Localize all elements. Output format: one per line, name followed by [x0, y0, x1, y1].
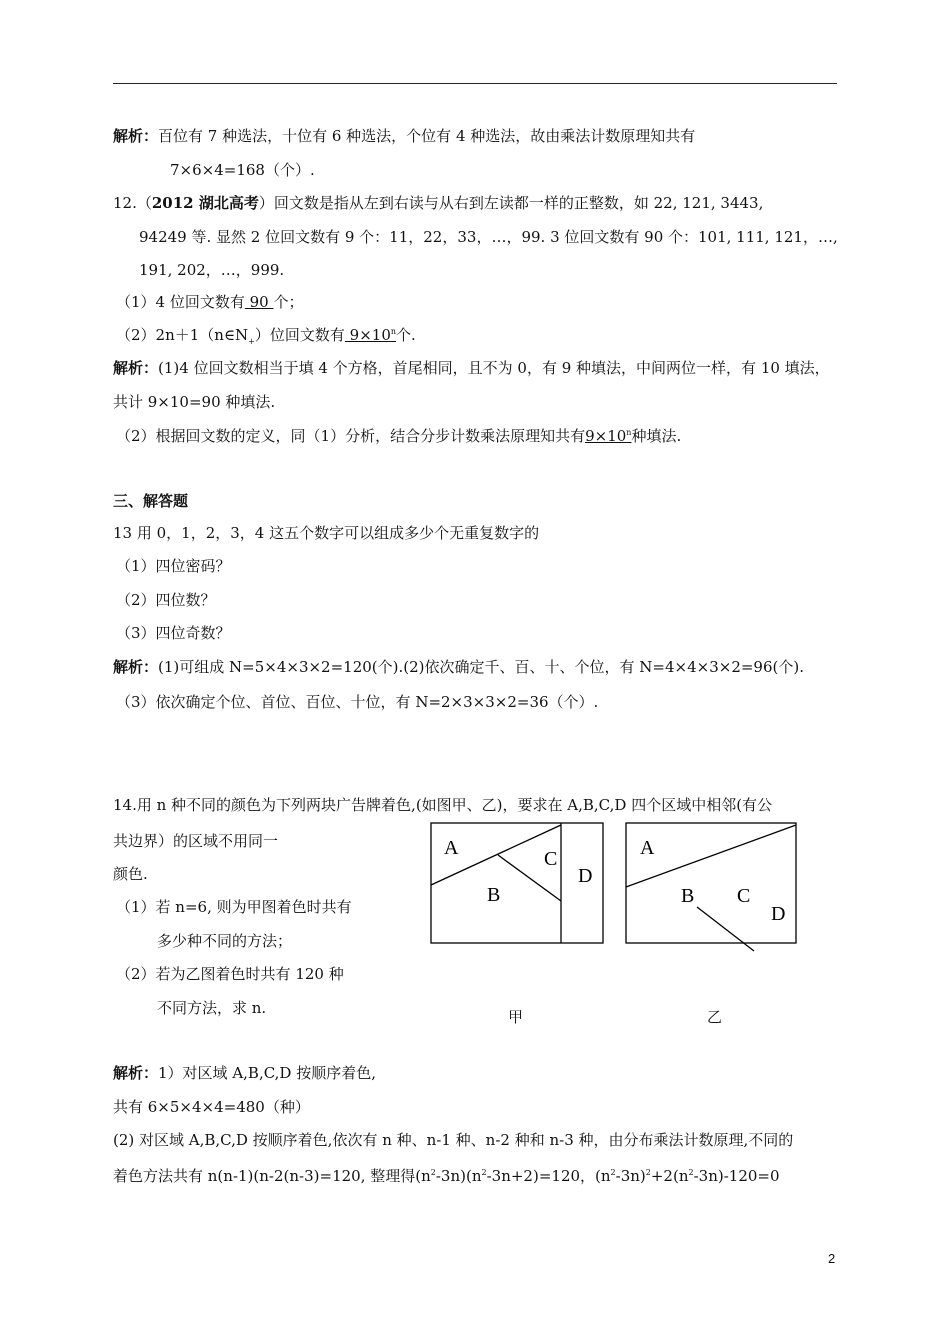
- yi-label-b: B: [681, 885, 695, 907]
- solution-label: 解析：: [113, 359, 159, 377]
- q14-part1: （1）若 n=6, 则为甲图着色时共有: [116, 898, 352, 916]
- q12-solution-1: [113, 358, 830, 378]
- q12-solution-1-text: (1)4 位回文数相当于填 4 个方格，首尾相同，且不为 0，有 9 种填法，中间两位一样，有 10 填法，: [158, 359, 830, 377]
- q13-solution-1-text: (1)可组成 N=5×4×3×2=120(个).(2)依次确定千、百、十、个位，有 N=4×4×3×2=96(个).: [158, 658, 804, 676]
- caption-yi: 乙: [707, 1008, 723, 1026]
- q14-solution-3: (2) 对区域 A,B,C,D 按顺序着色,依次有 n 种、n-1 种、n-2 种和 n-3 种，由分布乘法计数原理,不同的: [113, 1131, 794, 1149]
- q12-stem-line3: 191, 202，…，999.: [139, 261, 285, 279]
- header-rule: [113, 83, 837, 84]
- q12-solution-3-answer-sup: n: [626, 428, 632, 437]
- q12-part2: [116, 325, 416, 345]
- jia-label-b: B: [487, 884, 501, 906]
- q13-part1: （1）四位密码？: [116, 557, 231, 575]
- solution-label: 解析：: [113, 658, 159, 676]
- q14-stem: 14.用 n 种不同的颜色为下列两块广告牌着色,(如图甲、乙)，要求在 A,B,C,D 四个区域中相邻(有公: [113, 796, 773, 814]
- q13-part3: （3）四位奇数？: [116, 624, 231, 642]
- q12-solution-2: 共计 9×10=90 种填法.: [113, 393, 276, 411]
- q13-solution-2: （3）依次确定个位、首位、百位、十位，有 N=2×3×3×2=36（个）.: [116, 693, 599, 711]
- q12-solution-3-answer-base: 9×10: [585, 427, 627, 445]
- q14-part2: （2）若为乙图着色时共有 120 种: [116, 965, 344, 983]
- q12-solution-3-tail: 种填法.: [631, 427, 682, 445]
- jia-label-d: D: [578, 865, 593, 887]
- q14-sol4-sup3: 2: [610, 1168, 616, 1177]
- q14-sol4-sup4: 2: [645, 1168, 651, 1177]
- solution-label: 解析：: [113, 1064, 159, 1082]
- q14-sol4-part4: -3n): [615, 1167, 646, 1185]
- yi-label-d: D: [771, 903, 786, 925]
- q12-part1-answer: 90: [244, 293, 274, 311]
- q13-part2: （2）四位数？: [116, 591, 216, 609]
- jia-label-a: A: [444, 837, 459, 859]
- q14-sol4-part3: -3n+2)=120，(n: [486, 1167, 611, 1185]
- q11-formula: 7×6×4=168（个）.: [170, 161, 315, 179]
- q14-stem-line2: 共边界）的区域不用同一: [113, 832, 279, 850]
- yi-segment: [697, 907, 754, 951]
- q11-solution-text: 百位有 7 种选法，十位有 6 种选法，个位有 4 种选法，故由乘法计数原理知共有: [158, 127, 696, 145]
- yi-label-c: C: [737, 885, 751, 907]
- q12-part1: [116, 292, 304, 312]
- jia-label-c: C: [544, 848, 558, 870]
- q14-solution-1-text: 1）对区域 A,B,C,D 按顺序着色,: [158, 1064, 376, 1082]
- q12-part2-tail: 个.: [396, 326, 416, 344]
- q14-sol4-part5: +2(n: [650, 1167, 689, 1185]
- q13-solution-1: [113, 657, 804, 677]
- q14-sol4-part1: 着色方法共有 n(n-1)(n-2(n-3)=120, 整理得(n: [113, 1167, 431, 1185]
- q14-solution-1: [113, 1063, 376, 1083]
- figure-jia: [420, 815, 612, 950]
- q12-part1-text: （1）4 位回文数有: [116, 293, 245, 311]
- q14-part1-cont: 多少种不同的方法；: [157, 932, 293, 950]
- q14-stem-line3: 颜色.: [113, 865, 148, 883]
- q14-sol4-sup1: 2: [430, 1168, 436, 1177]
- q12-part2-answer: [345, 326, 396, 344]
- q14-sol4-sup2: 2: [481, 1168, 487, 1177]
- q14-part2-cont: 不同方法，求 n.: [157, 999, 267, 1017]
- section-title: 三、解答题: [113, 492, 189, 510]
- q12-stem-line2: 94249 等. 显然 2 位回文数有 9 个：11，22，33，…，99. 3 位回文数有 90 个：101, 111, 121，…,: [139, 228, 838, 246]
- page-number: 2: [828, 1251, 836, 1266]
- q12-intro: ）回文数是指从左到右读与从右到左读都一样的正整数，如 22, 121, 3443,: [258, 194, 764, 212]
- q14-solution-2: 共有 6×5×4×4=480（种）: [113, 1098, 310, 1116]
- q12-solution-3-answer: [585, 427, 631, 445]
- q12-part2-text: （2）2n＋1（n∈N: [116, 326, 249, 344]
- yi-label-a: A: [640, 837, 655, 859]
- q11-solution: [113, 126, 695, 146]
- q12-solution-3: [116, 426, 681, 446]
- q12-part2-answer-sup: n: [390, 327, 397, 336]
- q14-sol4-part2: -3n)(n: [435, 1167, 482, 1185]
- q12-part2-mid: ）位回文数有: [254, 326, 345, 344]
- figure-yi: [615, 815, 807, 960]
- caption-jia: 甲: [508, 1008, 524, 1026]
- q13-stem: 13 用 0，1，2，3，4 这五个数字可以组成多少个无重复数字的: [113, 524, 540, 542]
- q14-solution-4: [113, 1166, 780, 1186]
- q14-sol4-part6: -3n)-120=0: [693, 1167, 780, 1185]
- q12-part2-answer-base: 9×10: [344, 326, 391, 344]
- solution-label: 解析：: [113, 127, 159, 145]
- q12-subscript: +: [248, 337, 255, 346]
- q12-source: 2012 湖北高考: [151, 194, 259, 212]
- q14-sol4-sup5: 2: [688, 1168, 694, 1177]
- q12-stem: [113, 193, 763, 213]
- q12-number: 12.（: [113, 194, 152, 212]
- q12-solution-3-text: （2）根据回文数的定义，同（1）分析，结合分步计数乘法原理知共有: [116, 427, 586, 445]
- q12-part1-tail: 个；: [273, 293, 304, 311]
